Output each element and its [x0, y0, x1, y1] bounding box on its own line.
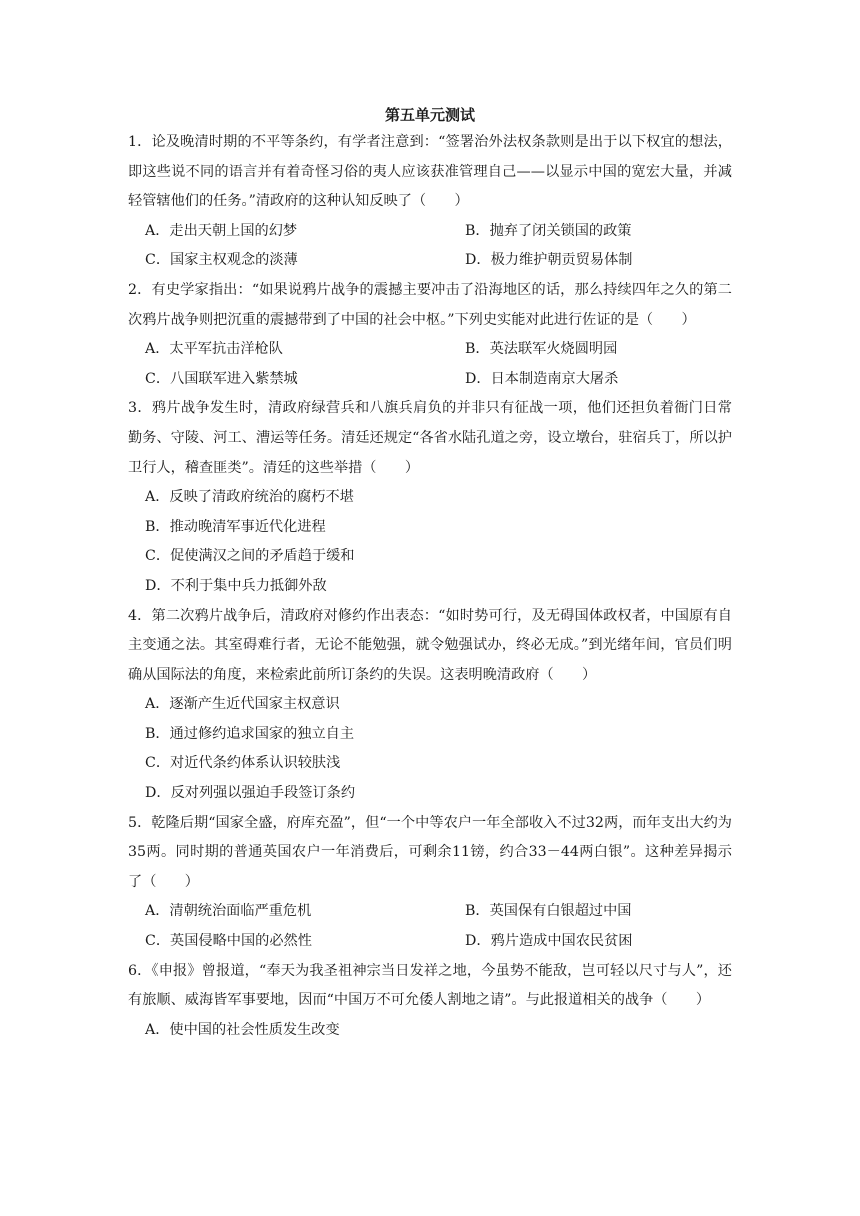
option-a: A．清朝统治面临严重危机	[145, 903, 312, 920]
page-title: 第五单元测试	[384, 106, 475, 124]
question-stem: 2．有史学家指出：“如果说鸦片战争的震撼主要冲击了沿海地区的话，那么持续四年之久的第二次鸦片战争则把沉重的震撼带到了中国的社会中枢。”下列史实能对此进行佐证的是（ ）	[128, 281, 732, 328]
question-1	[128, 128, 732, 276]
question-stem: 6．《申报》曾报道，“奉天为我圣祖神宗当日发祥之地，今虽势不能敌，岂可轻以尺寸与人”，还有旅顺、威海皆军事要地，因而“中国万不可允倭人割地之请”。与此报道相关的战争（ ）	[128, 962, 732, 1009]
question-5	[128, 809, 732, 957]
question-3	[128, 394, 732, 601]
option-c: C．促使满汉之间的矛盾趋于缓和	[145, 548, 355, 565]
option-group	[128, 335, 732, 394]
option-c: C．英国侵略中国的必然性	[145, 933, 312, 950]
option-group	[128, 217, 732, 276]
option-b: B．英法联军火烧圆明园	[465, 341, 618, 358]
question-6	[128, 957, 732, 1046]
question-stem: 4．第二次鸦片战争后，清政府对修约作出表态：“如时势可行，及无碍国体政权者，中国原有自主变通之法。其室碍难行者，无论不能勉强，就令勉强试办，终必无成。”到光绪年间，官员们明确从国际法的角度，来检索此前所订条约的失误。这表明晚清政府（ ）	[128, 607, 732, 683]
option-group	[128, 897, 732, 956]
option-b: B．英国保有白银超过中国	[465, 903, 632, 920]
question-stem: 3．鸦片战争发生时，清政府绿营兵和八旗兵肩负的并非只有征战一项，他们还担负着衙门日常勤务、守陵、河工、漕运等任务。清廷还规定“各省水陆孔道之旁，设立墩台，驻宿兵丁，所以护卫行人，稽查匪类”。清廷的这些举措（ ）	[128, 400, 732, 476]
option-b: B．通过修约追求国家的独立自主	[145, 725, 355, 742]
option-b: B．推动晚清军事近代化进程	[145, 518, 326, 535]
option-c: C．对近代条约体系认识较肤浅	[145, 755, 341, 772]
question-2	[128, 276, 732, 394]
option-d: D．极力维护朝贡贸易体制	[465, 252, 633, 269]
option-group	[128, 690, 732, 808]
option-d: D．反对列强以强迫手段签订条约	[145, 785, 356, 802]
question-stem: 5．乾隆后期“国家全盛，府库充盈”，但“一个中等农户一年全部收入不过32两，而年支出大约为35两。同时期的普通英国农户一年消费后，可剩余11镑，约合33－44两白银”。这种差异揭示了（ ）	[128, 814, 732, 890]
option-b: B．抛弃了闭关锁国的政策	[465, 222, 632, 239]
option-a: A．反映了清政府统治的腐朽不堪	[145, 489, 354, 506]
option-group	[128, 1016, 732, 1046]
option-a: A．太平军抗击洋枪队	[145, 341, 283, 358]
option-d: D．日本制造南京大屠杀	[465, 370, 619, 387]
question-stem: 1．论及晚清时期的不平等条约，有学者注意到：“签署治外法权条款则是出于以下权宜的想法，即这些说不同的语言并有着奇怪习俗的夷人应该获准管理自己——以显示中国的宽宏大量，并减轻管辖他们的任务。”清政府的这种认知反映了（ ）	[128, 134, 732, 210]
option-d: D．鸦片造成中国农民贫困	[465, 933, 633, 950]
question-4	[128, 602, 732, 809]
option-a: A．使中国的社会性质发生改变	[145, 1021, 340, 1038]
option-c: C．八国联军进入紫禁城	[145, 370, 298, 387]
option-a: A．逐渐产生近代国家主权意识	[145, 696, 340, 713]
option-c: C．国家主权观念的淡薄	[145, 252, 298, 269]
question-list	[128, 128, 732, 1045]
option-group	[128, 483, 732, 601]
option-a: A．走出天朝上国的幻梦	[145, 222, 298, 239]
option-d: D．不利于集中兵力抵御外敌	[145, 577, 327, 594]
